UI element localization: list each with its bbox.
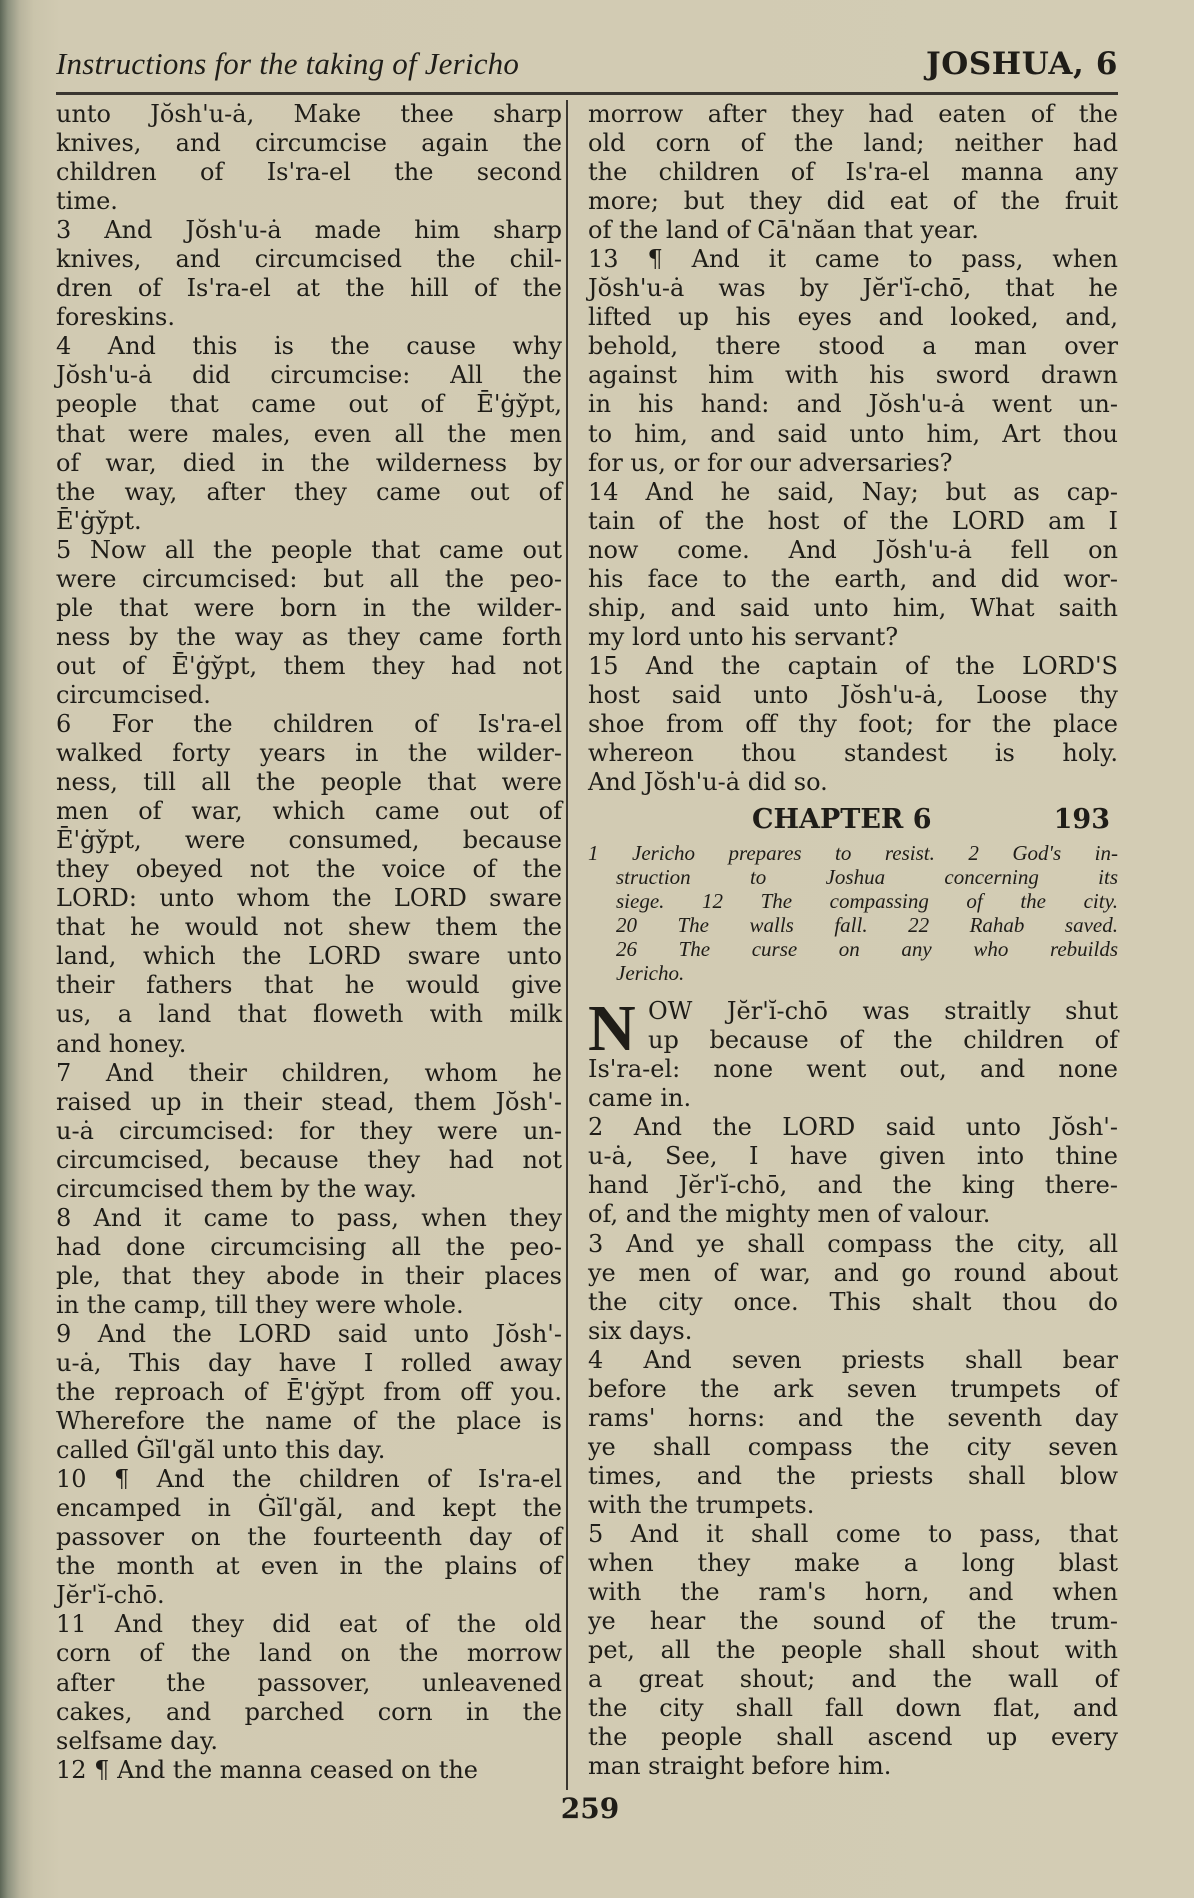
text-line: u-ȧ, This day have I rolled away [56,1349,562,1378]
text-line: the city shall fall down flat, and [588,1694,1118,1723]
text-line: land, which the LORD sware unto [56,942,562,971]
text-line: raised up in their stead, them Jŏsh'- [56,1087,562,1116]
text-line: men of war, which came out of [56,797,562,826]
chapter-number: 193 [1053,804,1110,836]
text-line: host said unto Jŏsh'u-ȧ, Loose thy [588,680,1118,709]
text-line: Jĕr'ĭ-chō. [56,1581,165,1610]
text-line: behold, there stood a man over [588,332,1118,361]
text-line: shoe from off thy foot; for the place [588,709,1118,738]
text-line: u-ȧ, See, I have given into thine [588,1142,1118,1171]
text-line: dren of Is'ra-el at the hill of the [56,274,562,303]
dropcap-letter: N [588,992,636,1066]
page-header [56,40,1118,90]
text-line: 3 And Jŏsh'u-ȧ made him sharp [56,216,562,245]
text-line: now come. And Jŏsh'u-ȧ fell on [588,535,1118,564]
text-line: 3 And ye shall compass the city, all [588,1229,1118,1258]
text-line: 12 ¶ And the manna ceased on the [56,1755,479,1784]
text-line: siege. 12 The compassing of the city. [616,889,1118,914]
text-line: ple, that they abode in their places [56,1261,562,1290]
text-line: ple that were born in the wilder- [56,593,562,622]
text-line: 1 Jericho prepares to resist. 2 God's in- [588,841,1118,866]
text-line: cakes, and parched corn in the [56,1697,562,1726]
text-line: with the ram's horn, and when [588,1578,1118,1607]
text-line: to him, and said unto him, Art thou [588,419,1118,448]
text-line: with the trumpets. [588,1490,815,1519]
text-line: rams' horns: and the seventh day [588,1403,1118,1432]
text-line: were circumcised: but all the peo- [56,564,562,593]
right-column-top-text [588,100,1118,797]
text-line: circumcised. [56,680,211,709]
text-line: unto Jŏsh'u-ȧ, Make thee sharp [56,100,562,128]
text-line: people that came out of Ē'ġy̆pt, [56,390,562,419]
text-line: more; but they did eat of the fruit [588,187,1118,216]
text-line: the way, after they came out of [56,477,562,506]
text-line: ness by the way as they came forth [56,622,562,651]
text-line: 9 And the LORD said unto Jŏsh'- [56,1319,562,1348]
text-line: passover on the fourteenth day of [56,1523,562,1552]
text-line: Jŏsh'u-ȧ did circumcise: All the [56,361,562,390]
text-line: knives, and circumcised the chil- [56,245,562,274]
text-line: 2 And the LORD said unto Jŏsh'- [588,1113,1118,1142]
text-line: and honey. [56,1029,187,1058]
text-line: Wherefore the name of the place is [56,1407,562,1436]
right-column-bottom-text [588,992,1118,1781]
text-line: encamped in Ġĭl'găl, and kept the [56,1494,562,1523]
text-line: lifted up his eyes and looked, and, [588,303,1118,332]
text-line: times, and the priests shall blow [588,1461,1118,1490]
text-line: Jericho. [616,961,685,986]
text-line: 26 The curse on any who rebuilds [616,937,1118,962]
text-line: for us, or for our adversaries? [588,448,953,477]
text-line: foreskins. [56,303,175,332]
text-line: OW Jĕr'ĭ-chō was straitly shut [648,997,1118,1026]
text-line: the reproach of Ē'ġy̆pt from off you. [56,1378,562,1407]
text-line: tain of the host of the LORD am I [588,506,1118,535]
text-line: walked forty years in the wilder- [56,739,562,768]
text-line: 7 And their children, whom he [56,1058,562,1087]
text-line: a great shout; and the wall of [588,1665,1118,1694]
text-line: Ē'ġy̆pt. [56,506,142,535]
text-line: Is'ra-el: none went out, and none [588,1055,1118,1084]
text-line: called Ġĭl'găl unto this day. [56,1436,386,1465]
text-line: old corn of the land; neither had [588,129,1118,158]
text-line: 10 ¶ And the children of Is'ra-el [56,1465,562,1494]
text-line: knives, and circumcise again the [56,129,562,158]
text-line: the people shall ascend up every [588,1723,1118,1752]
column-divider [566,100,568,1790]
text-line: ye shall compass the city seven [588,1432,1118,1461]
header-rule [56,92,1118,95]
text-line: circumcised, because they had not [56,1145,562,1174]
text-line: they obeyed not the voice of the [56,855,562,884]
text-line: his face to the earth, and did wor- [588,564,1118,593]
text-line: the children of Is'ra-el manna any [588,158,1118,187]
text-line: circumcised them by the way. [56,1174,417,1203]
text-line: u-ȧ circumcised: for they were un- [56,1116,562,1145]
text-line: 14 And he said, Nay; but as cap- [588,477,1118,506]
text-line: six days. [588,1316,693,1345]
text-line: their fathers that he would give [56,971,562,1000]
text-line: Ē'ġy̆pt, were consumed, because [56,826,562,855]
text-line: And Jŏsh'u-ȧ did so. [588,768,828,797]
text-line: 6 For the children of Is'ra-el [56,709,562,738]
text-line: ye hear the sound of the trum- [588,1607,1118,1636]
text-line: ye men of war, and go round about [588,1258,1118,1287]
chapter-title: CHAPTER 6 [752,804,932,836]
text-line: that he would not shew them the [56,913,562,942]
text-line: 15 And the captain of the LORD'S [588,651,1118,680]
text-line: 20 The walls fall. 22 Rahab saved. [616,913,1118,938]
text-line: had done circumcising all the peo- [56,1232,562,1261]
text-line: time. [56,187,118,216]
text-line: of war, died in the wilderness by [56,448,562,477]
text-line: 8 And it came to pass, when they [56,1203,562,1232]
text-line: that were males, even all the men [56,419,562,448]
text-line: against him with his sword drawn [588,361,1118,390]
text-line: 4 And this is the cause why [56,332,562,361]
text-line: 13 ¶ And it came to pass, when [588,245,1118,274]
chapter-opening [588,992,1118,1781]
running-title: Instructions for the taking of Jericho [56,46,520,81]
text-line: 11 And they did eat of the old [56,1610,562,1639]
text-line: Jŏsh'u-ȧ was by Jĕr'ĭ-chō, that he [588,274,1118,303]
text-line: corn of the land on the morrow [56,1639,562,1668]
text-line: 4 And seven priests shall bear [588,1345,1118,1374]
text-line: my lord unto his servant? [588,622,899,651]
left-column [56,100,562,1785]
text-line: ness, till all the people that were [56,768,562,797]
text-line: morrow after they had eaten of the [588,100,1118,128]
text-line: out of Ē'ġy̆pt, them they had not [56,651,562,680]
page-number: 259 [560,1792,620,1825]
text-line: the month at even in the plains of [56,1552,562,1581]
text-line: pet, all the people shall shout with [588,1636,1118,1665]
text-line: man straight before him. [588,1752,892,1781]
text-line: the city once. This shalt thou do [588,1287,1118,1316]
chapter-heading [588,803,1118,837]
book-reference: JOSHUA, 6 [925,46,1118,82]
text-line: before the ark seven trumpets of [588,1374,1118,1403]
text-line: 5 And it shall come to pass, that [588,1519,1118,1548]
text-line: LORD: unto whom the LORD sware [56,884,562,913]
text-line: us, a land that floweth with milk [56,1000,562,1029]
chapter-summary [588,841,1118,985]
text-line: of the land of Cā'năan that year. [588,216,979,245]
text-line: up because of the children of [648,1026,1118,1055]
text-line: selfsame day. [56,1726,218,1755]
text-line: came in. [588,1084,692,1113]
text-line: when they make a long blast [588,1549,1118,1578]
text-line: of, and the mighty men of valour. [588,1200,991,1229]
text-line: in his hand: and Jŏsh'u-ȧ went un- [588,390,1118,419]
text-line: 5 Now all the people that came out [56,535,562,564]
text-line: struction to Joshua concerning its [616,865,1118,890]
text-line: hand Jĕr'ĭ-chō, and the king there- [588,1171,1118,1200]
text-line: whereon thou standest is holy. [588,739,1118,768]
text-line: children of Is'ra-el the second [56,158,562,187]
right-column [588,100,1118,1781]
text-line: ship, and said unto him, What saith [588,593,1118,622]
text-line: after the passover, unleavened [56,1668,562,1697]
text-line: in the camp, till they were whole. [56,1290,464,1319]
